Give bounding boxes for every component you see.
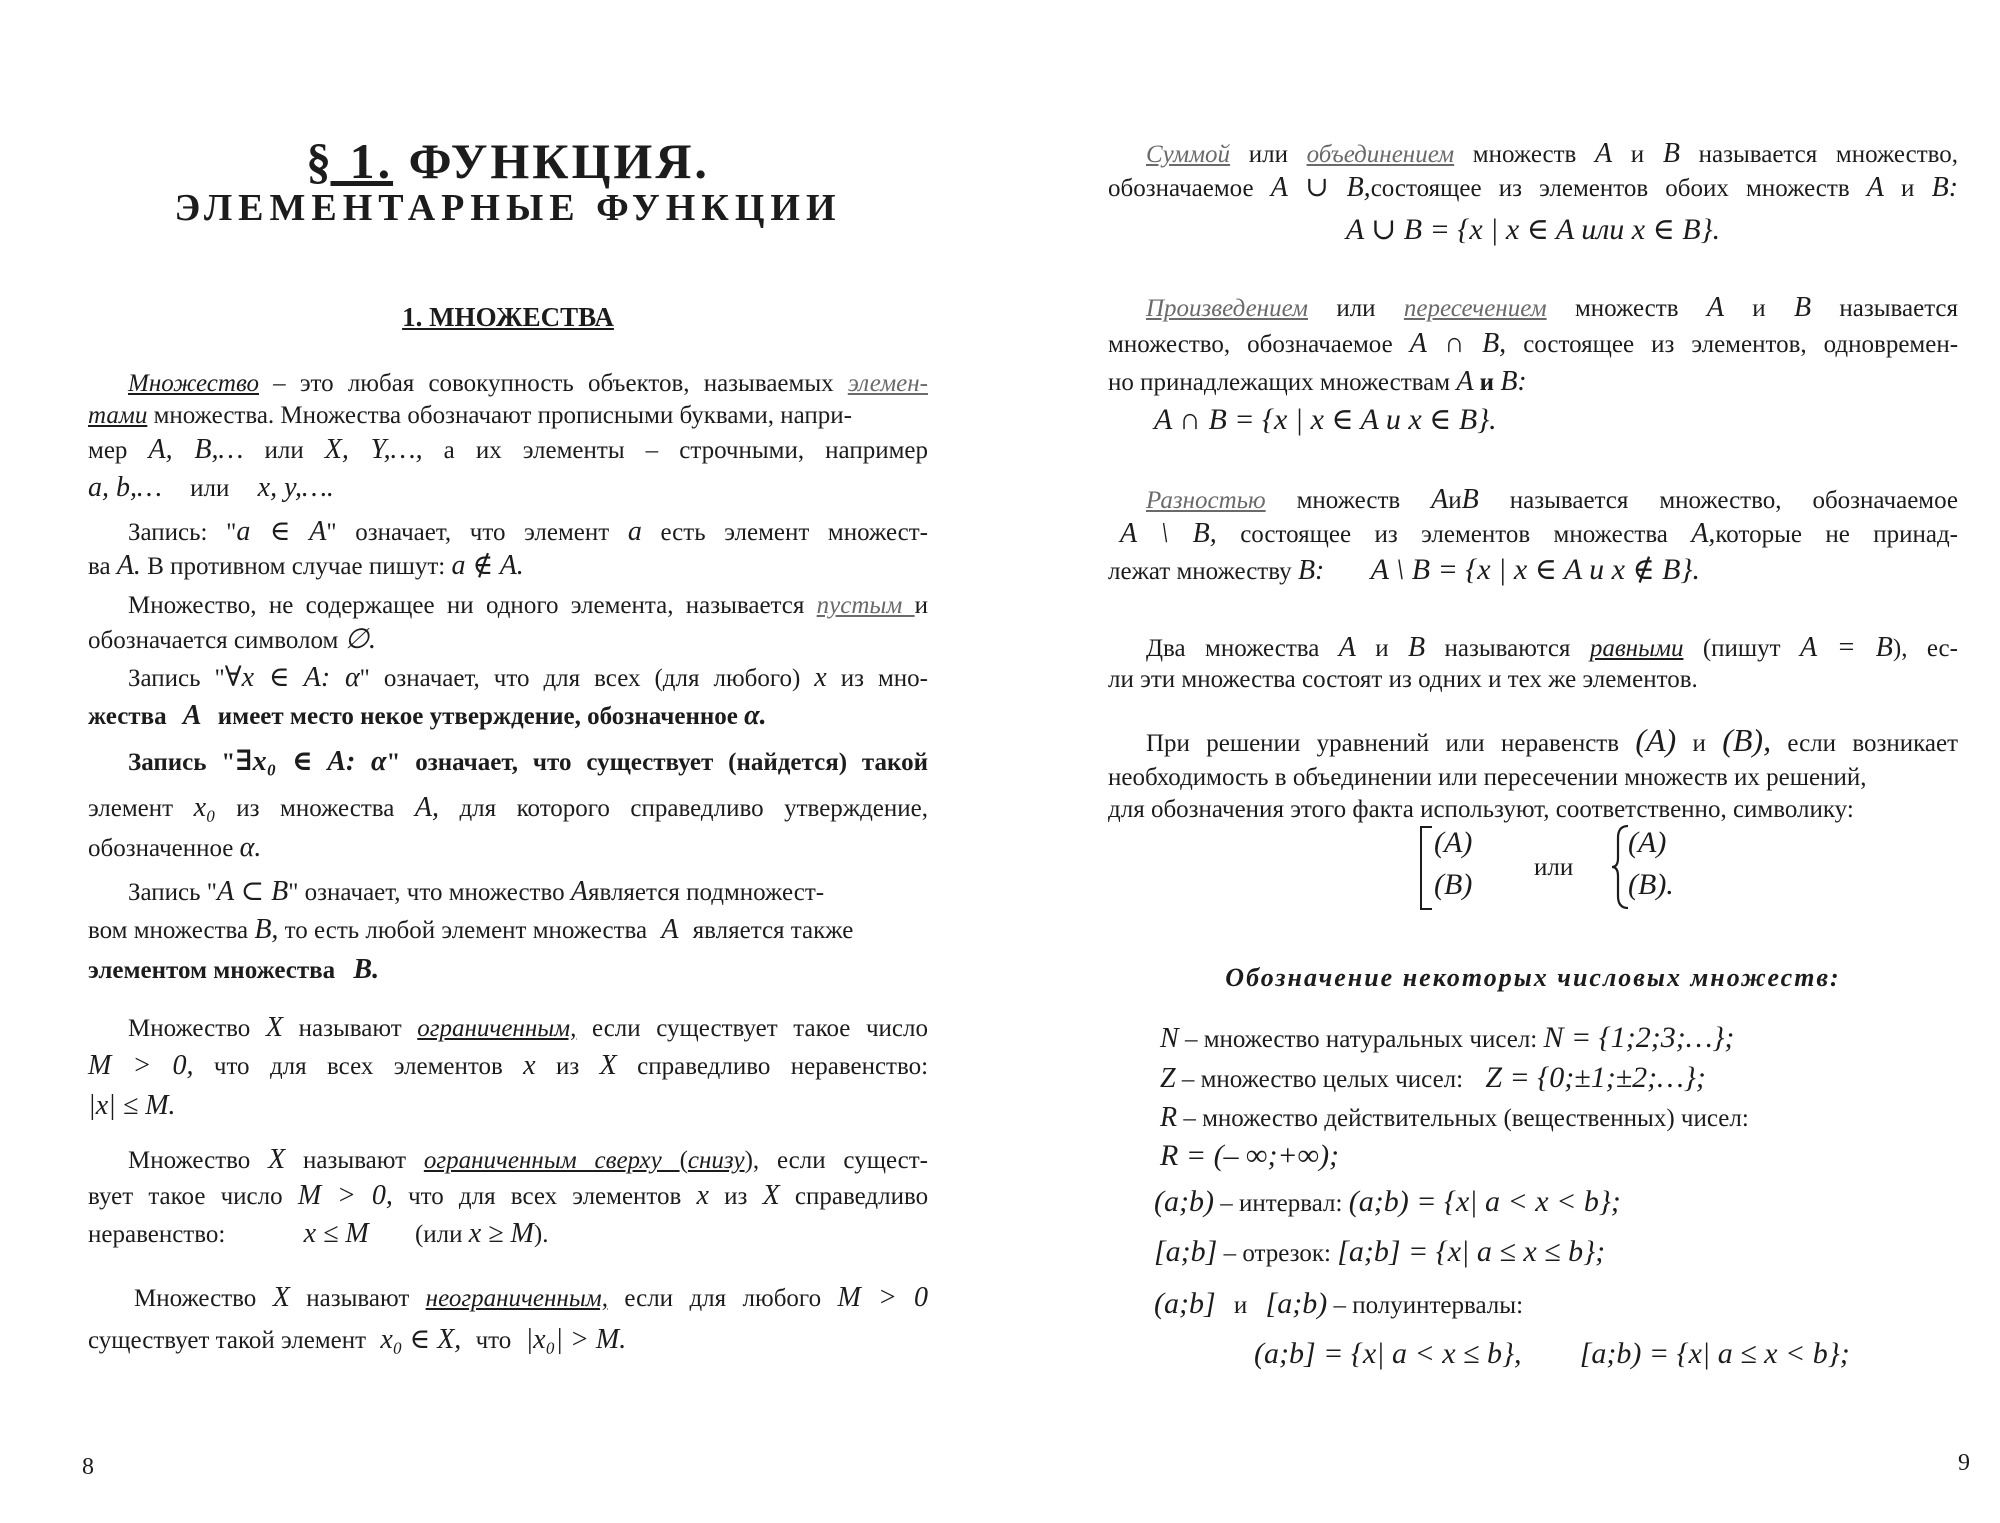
text: состоящее из элементов множества — [1240, 521, 1668, 548]
text: существует такой элемент — [88, 1327, 367, 1354]
text: множеств — [1472, 141, 1577, 168]
math: A, B,… — [148, 434, 244, 465]
math: N = {1;2;3;…}; — [1543, 1021, 1735, 1054]
term-mnozhestvo: Множество — [128, 370, 259, 397]
text: имеет место некое утверждение, обозначенное — [217, 703, 738, 730]
para8-line2 — [88, 1180, 928, 1213]
term-summoy: Суммой — [1146, 141, 1231, 168]
system-b: (B) — [1434, 868, 1473, 901]
system-a2: (A) — [1628, 826, 1667, 859]
math: A \ B, — [1120, 518, 1217, 549]
text: если возникает — [1787, 730, 1959, 757]
text: и — [1630, 141, 1645, 168]
math: N — [1160, 1023, 1179, 1054]
para2-line2 — [88, 550, 928, 583]
interval-line — [1154, 1186, 1958, 1220]
math: Z = {0;±1;±2;…}; — [1485, 1061, 1706, 1094]
left-page — [82, 0, 929, 1523]
math: [a;b] = {x| a ≤ x ≤ b}; — [1337, 1235, 1606, 1268]
system-or: или — [1534, 854, 1574, 881]
text: Множество, не содержащее ни одного элемента, называется — [128, 592, 817, 619]
text: множества. Множества обозначают прописными буквами, напри- — [147, 402, 852, 429]
r2-line1 — [1108, 292, 1958, 325]
text: состоящее из элементов, одновремен- — [1523, 331, 1959, 358]
r3-line2 — [1108, 518, 1958, 551]
text: жества — [88, 703, 167, 730]
text: то есть любой элемент множества — [284, 917, 648, 944]
math: a ∈ A — [236, 516, 327, 547]
r5-line2 — [1108, 762, 1958, 794]
math: x ≥ M — [468, 1218, 534, 1249]
r2-line3 — [1108, 366, 1958, 399]
math: x — [814, 662, 827, 693]
text: если существует такое число — [576, 1015, 929, 1042]
para5-line2 — [88, 792, 928, 825]
chapter-title-line2: ЭЛЕМЕНТАРНЫЕ ФУНКЦИИ — [174, 187, 842, 229]
text: обозначаемое — [1108, 175, 1254, 202]
math: A — [661, 914, 679, 945]
math: A = B — [1800, 632, 1893, 663]
text: ли эти множества состоят из одних и тех же элементов. — [1108, 666, 1698, 693]
text: или — [190, 475, 230, 502]
term-raznostyu: Разностью — [1146, 487, 1266, 514]
text: В противном случае пишут: — [147, 553, 446, 580]
math: α. — [744, 700, 767, 731]
term-snizu: снизу — [687, 1147, 745, 1174]
text: Множество — [128, 1147, 251, 1174]
text: и — [1901, 175, 1915, 202]
text: Запись " — [128, 879, 218, 906]
term-peresecheniem: пересечением — [1403, 295, 1547, 322]
page-number-left: 8 — [82, 1454, 94, 1480]
math: B: — [1500, 366, 1527, 397]
text: вует такое число — [88, 1183, 283, 1210]
para2-line1 — [88, 516, 928, 549]
math: A ⊂ B — [217, 876, 289, 907]
text: множество, обозначаемое — [1108, 331, 1393, 358]
text: или — [264, 437, 304, 464]
math: A — [1338, 632, 1356, 663]
para7-line1 — [88, 1012, 928, 1045]
text: " означает, что для всех (для любого) — [359, 665, 801, 692]
math: B, — [254, 914, 279, 945]
square-bracket — [1420, 826, 1432, 910]
text: ), ес- — [1892, 635, 1958, 662]
math: (a;b] = {x| a < x ≤ b}, — [1254, 1337, 1522, 1370]
math: a ∉ A. — [451, 550, 524, 581]
text: является также — [692, 917, 854, 944]
text: лежат множеству — [1108, 558, 1292, 585]
math: (A) — [1635, 722, 1677, 758]
empty-set-symbol: ∅. — [344, 624, 376, 655]
math: A, — [414, 792, 439, 823]
curly-brace — [1610, 824, 1630, 910]
math: X — [268, 1144, 286, 1175]
para5-line1 — [88, 746, 928, 779]
section-title: 1. МНОЖЕСТВА — [402, 302, 614, 332]
system-a: (A) — [1434, 826, 1473, 859]
text: – множество действительных (вещественных) чисел: — [1177, 1105, 1749, 1132]
text: является подмножест- — [587, 879, 825, 906]
text: справедливо — [794, 1183, 929, 1210]
math: (a;b) — [1154, 1185, 1214, 1218]
text: множеств — [1296, 487, 1401, 514]
text: Запись: " — [128, 519, 237, 546]
math: (a;b] — [1154, 1287, 1216, 1320]
text: из — [724, 1183, 748, 1210]
math: |x| ≤ M. — [88, 1090, 176, 1121]
math: A — [570, 876, 588, 907]
text: или — [1336, 295, 1376, 322]
text: из — [556, 1053, 580, 1080]
math: B — [1662, 138, 1680, 169]
math: B: — [1297, 555, 1325, 586]
text: но принадлежащих множествам — [1108, 369, 1451, 396]
r5-line1 — [1108, 724, 1958, 760]
text: а их элементы – строчными, например — [443, 437, 929, 464]
term-elementami-b: тами — [88, 402, 148, 429]
difference-formula: A \ B = {x | x ∈ A и x ∉ B}. — [1370, 553, 1700, 586]
math: X — [272, 1282, 290, 1313]
math: x — [696, 1180, 709, 1211]
term-obedineniem: объединением — [1306, 141, 1455, 168]
r3-line3 — [1108, 554, 1958, 588]
math: [a;b) = {x| a ≤ x < b}; — [1579, 1337, 1850, 1370]
text: и — [1752, 295, 1766, 322]
text: и — [914, 592, 928, 619]
text: обозначенное — [88, 835, 234, 862]
text: называется — [1839, 295, 1959, 322]
r2-line2 — [1108, 328, 1958, 361]
text: и — [1448, 487, 1462, 514]
set-N-line — [1160, 1022, 1958, 1056]
para7-line3 — [88, 1090, 928, 1123]
math: a, b,… — [88, 472, 162, 503]
r4-line1 — [1108, 632, 1958, 665]
text: элементом множества — [88, 957, 336, 984]
text: – множество натуральных чисел: — [1178, 1026, 1538, 1053]
text: вом множества — [88, 917, 249, 944]
text: или — [1230, 141, 1307, 168]
math: [a;b] — [1154, 1235, 1218, 1268]
math: |x₀| > M. — [525, 1324, 627, 1355]
math: (a;b) = {x| a < x < b}; — [1348, 1185, 1621, 1218]
text: называется множество, — [1698, 141, 1959, 168]
text: Запись " — [128, 749, 236, 776]
text: неравенство: — [88, 1221, 226, 1248]
text: – это любая совокупность объектов, называемых — [258, 370, 848, 397]
para3-line2 — [88, 624, 928, 657]
math: (B), — [1722, 722, 1772, 758]
text: (или — [414, 1221, 463, 1248]
text: элемент — [88, 795, 174, 822]
term-ravnymi: равными — [1589, 635, 1684, 662]
text: называют — [303, 1147, 424, 1174]
r3-line1 — [1108, 484, 1958, 517]
math: x₀ — [193, 792, 216, 823]
section-sign: § 1. — [306, 133, 394, 189]
text: При решении уравнений или неравенств — [1146, 730, 1620, 757]
para8-line3 — [88, 1218, 928, 1251]
text: – множество целых чисел: — [1175, 1066, 1464, 1093]
chapter-title-line1 — [88, 132, 928, 190]
text: называют — [306, 1285, 426, 1312]
text: – отрезок: — [1217, 1240, 1331, 1267]
number-sets-heading: Обозначение некоторых числовых множеств: — [1225, 963, 1841, 992]
math: M > 0 — [837, 1282, 929, 1313]
para3-line1 — [88, 590, 928, 622]
term-ogranichennym-sverhu: ограниченным сверху — [423, 1147, 680, 1174]
para6-line3 — [88, 954, 928, 987]
para6-line2 — [88, 914, 928, 947]
para1-line2 — [88, 400, 928, 432]
text: называются — [1444, 635, 1590, 662]
right-page — [1108, 0, 1970, 1523]
math: B — [1793, 292, 1812, 323]
set-R-line — [1160, 1102, 1958, 1135]
text: ), если сущест- — [744, 1147, 929, 1174]
chapter-title-word: ФУНКЦИЯ. — [408, 133, 710, 189]
text: " означает, что множество — [288, 879, 565, 906]
text: если для любого — [607, 1285, 822, 1312]
r1-line1 — [1108, 138, 1958, 171]
math: A — [1595, 138, 1613, 169]
text: из множества — [236, 795, 395, 822]
math: A — [1431, 484, 1449, 515]
text: есть элемент множест- — [660, 519, 929, 546]
text: ва — [88, 553, 111, 580]
math: A — [1706, 292, 1724, 323]
text: и — [1233, 1292, 1248, 1319]
math: B: — [1931, 172, 1959, 203]
text: – интервал: — [1213, 1190, 1343, 1217]
term-ogranichennym: ограниченным, — [417, 1015, 577, 1042]
math: X — [599, 1050, 617, 1081]
text: и — [1479, 369, 1495, 396]
term-elementami-a: элемен- — [847, 370, 928, 397]
text: (пишут — [1683, 635, 1781, 662]
text: множеств — [1574, 295, 1679, 322]
r4-line2 — [1108, 664, 1958, 696]
text: ( — [679, 1147, 688, 1174]
text: ). — [533, 1221, 549, 1248]
math: a — [627, 516, 642, 547]
math: A. — [116, 550, 141, 581]
text: называют — [298, 1015, 418, 1042]
para1-line4 — [88, 472, 928, 505]
union-formula: A ∪ B = {x | x ∈ A или x ∈ B}. — [1345, 213, 1721, 246]
text: – полуинтервалы: — [1327, 1292, 1524, 1319]
math: x₀ ∈ X, — [380, 1324, 462, 1355]
text: называется множество, обозначаемое — [1509, 487, 1959, 514]
text: справедливо неравенство: — [637, 1053, 929, 1080]
term-pustym: пустым — [816, 592, 915, 619]
text: Множество — [134, 1285, 257, 1312]
text: которые не принад- — [1715, 521, 1959, 548]
math: A, — [1691, 518, 1716, 549]
text: " означает, что существует (найдется) такой — [386, 749, 928, 776]
math: Z — [1160, 1063, 1176, 1094]
text: " означает, что элемент — [326, 519, 610, 546]
text: мер — [88, 437, 128, 464]
text: из мно- — [840, 665, 929, 692]
para4-line1 — [88, 662, 928, 695]
math: x, y,…. — [257, 472, 334, 503]
para4-line2 — [88, 700, 928, 733]
para1-line1 — [88, 368, 928, 400]
text: и — [1375, 635, 1389, 662]
math: M > 0, — [297, 1180, 393, 1211]
math: A — [1866, 172, 1884, 203]
para7-line2 — [88, 1050, 928, 1083]
para8-line1 — [88, 1144, 928, 1177]
segment-line — [1154, 1236, 1958, 1270]
math: x ≤ M — [303, 1218, 369, 1249]
text: необходимость в объединении или пересечении множеств их решений, — [1108, 764, 1867, 791]
math: B — [1408, 632, 1426, 663]
text: для которого справедливо утверждение, — [459, 795, 928, 822]
math: M > 0, — [88, 1050, 194, 1081]
half-interval-formulas — [1254, 1338, 1958, 1372]
text: что — [475, 1327, 512, 1354]
para6-line1 — [88, 876, 928, 909]
para9-line2 — [88, 1324, 928, 1357]
intersection-formula: A ∩ B = {x | x ∈ A и x ∈ B}. — [1154, 403, 1497, 436]
math: A — [1456, 366, 1474, 397]
math: ∀x ∈ A: α — [224, 662, 360, 693]
text: состоящее из элементов обоих множеств — [1370, 175, 1850, 202]
para1-line3 — [88, 434, 928, 467]
system-b2: (B). — [1628, 868, 1674, 901]
text: для обозначения этого факта используют, соответственно, символику: — [1108, 796, 1854, 823]
text: Запись " — [128, 665, 225, 692]
math: X — [762, 1180, 780, 1211]
math: X — [265, 1012, 284, 1043]
math: ∃x₀ ∈ A: α — [235, 746, 387, 777]
set-Z-line — [1160, 1062, 1958, 1096]
math: α. — [239, 832, 262, 863]
text: обозначается символом — [88, 627, 345, 654]
half-interval-line — [1154, 1288, 1958, 1322]
math: x — [523, 1050, 536, 1081]
para9-line1 — [88, 1282, 928, 1315]
text: что для всех элементов — [408, 1183, 682, 1210]
math: [a;b) — [1265, 1287, 1328, 1320]
math: A ∩ B, — [1409, 328, 1507, 359]
r5-line3 — [1108, 794, 1958, 826]
math: B — [1461, 484, 1479, 515]
set-R-formula: R = (– ∞;+∞); — [1160, 1139, 1340, 1172]
para5-line3 — [88, 832, 928, 865]
text: Два множества — [1146, 635, 1320, 662]
text: и — [1692, 730, 1706, 757]
term-proizvedeniem: Произведением — [1146, 295, 1309, 322]
text: Множество — [128, 1015, 251, 1042]
term-neogranichennym: неограниченным, — [425, 1285, 608, 1312]
page-number-right: 9 — [1958, 1450, 1970, 1476]
math: A — [182, 700, 202, 731]
math: A ∪ B, — [1270, 172, 1371, 203]
math: R — [1160, 1102, 1178, 1133]
math: X, Y,…, — [324, 434, 423, 465]
text: что для всех элементов — [213, 1053, 503, 1080]
math: B. — [353, 954, 380, 985]
r1-line2 — [1108, 172, 1958, 205]
